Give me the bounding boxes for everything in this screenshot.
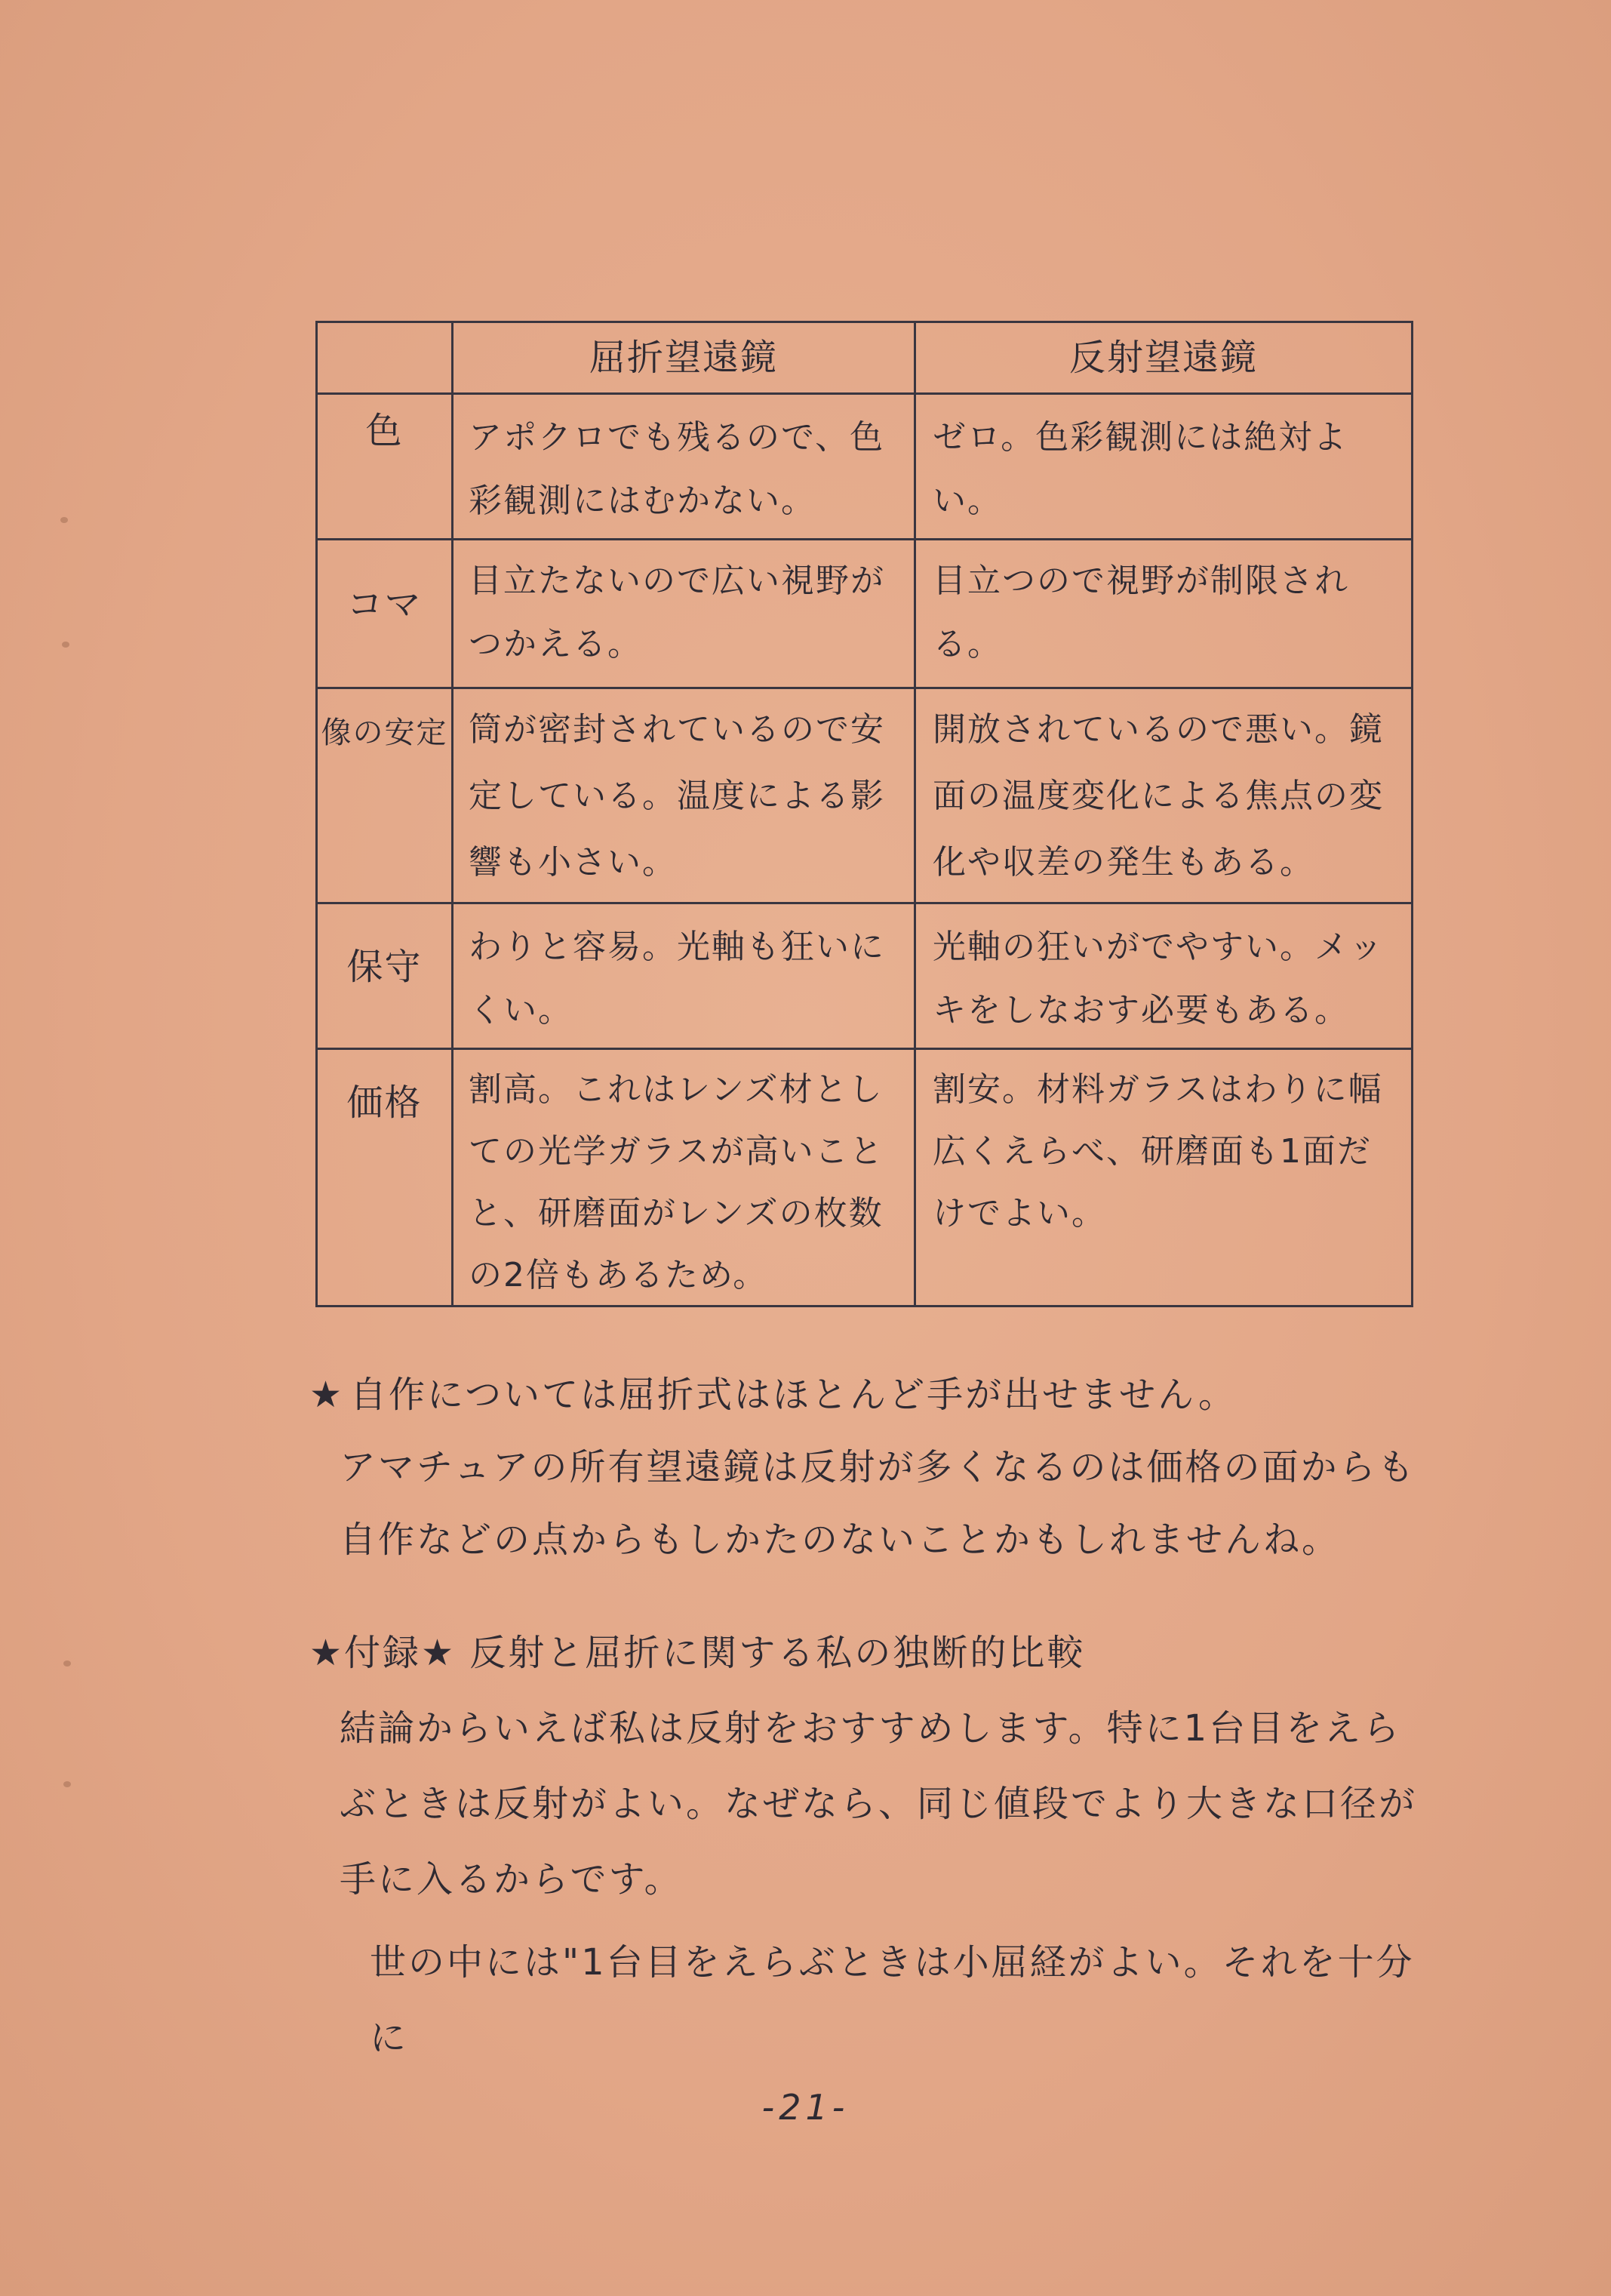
cell-reflector-color: ゼロ。色彩観測には絶対よい。 — [933, 418, 1348, 520]
row-label-price: 価格 — [346, 1082, 423, 1124]
cell-refractor-color: アポクロでも残るので、色彩観測にはむかない。 — [469, 418, 885, 520]
punch-hole-mark — [60, 517, 68, 523]
cell-reflector-stability: 開放されているので悪い。鏡面の温度変化による焦点の変化や収差の発生もある。 — [933, 710, 1384, 882]
appendix-line-3: 手に入るからです。 — [340, 1858, 683, 1901]
cell-reflector-maintenance: 光軸の狂いがでやすい。メッキをしなおす必要もある。 — [933, 928, 1384, 1030]
star-icon: ★ — [309, 1374, 345, 1416]
punch-hole-mark — [62, 642, 69, 648]
row-label-color: 色 — [365, 410, 404, 452]
row-label-image-stability: 像の安定 — [321, 716, 448, 750]
table-header-reflector: 反射望遠鏡 — [1068, 337, 1258, 379]
punch-hole-mark — [63, 1660, 71, 1667]
note-line-1-text: 自作については屈折式はほとんど手が出せません。 — [350, 1374, 1237, 1416]
cell-refractor-stability: 筒が密封されているので安定している。温度による影響も小さい。 — [469, 710, 885, 882]
cell-reflector-price: 割安。材料ガラスはわりに幅広くえらべ、研磨面も1面だけでよい。 — [933, 1070, 1383, 1233]
row-label-maintenance: 保守 — [346, 946, 423, 988]
self-making-note — [309, 1359, 1441, 1576]
note-line-3: 自作などの点からもしかたのないことかもしれませんね。 — [340, 1519, 1341, 1561]
comparison-table — [315, 321, 1413, 1307]
note-line-1 — [309, 1359, 1441, 1431]
appendix-title: ★付録★ 反射と屈折に関する私の独断的比較 — [309, 1632, 1086, 1674]
note-line-2: アマチュアの所有望遠鏡は反射が多くなるのは価格の面からも — [340, 1446, 1416, 1488]
cell-refractor-coma: 目立たないので広い視野がつかえる。 — [469, 562, 885, 663]
cell-refractor-maintenance: わりと容易。光軸も狂いにくい。 — [469, 928, 885, 1030]
table-header-empty — [318, 323, 451, 392]
punch-hole-mark — [63, 1781, 71, 1787]
appendix-line-2: ぶときは反射がよい。なぜなら、同じ値段でより大きな口径が — [340, 1783, 1418, 1825]
appendix-line-4: 世の中には"1台目をえらぶときは小屈経がよい。それを十分に — [370, 1941, 1415, 2059]
appendix-line-1: 結論からいえば私は反射をおすすめします。特に1台目をえら — [340, 1707, 1402, 1750]
cell-reflector-coma: 目立つので視野が制限される。 — [933, 562, 1349, 663]
appendix-section — [309, 1615, 1441, 2076]
cell-refractor-price: 割高。これはレンズ材としての光学ガラスが高いことと、研磨面がレンズの枚数の2倍もあるため。 — [469, 1070, 884, 1294]
row-label-coma: コマ — [346, 583, 423, 626]
page-number: -21- — [761, 2087, 850, 2128]
table-header-refractor: 屈折望遠鏡 — [589, 337, 778, 379]
